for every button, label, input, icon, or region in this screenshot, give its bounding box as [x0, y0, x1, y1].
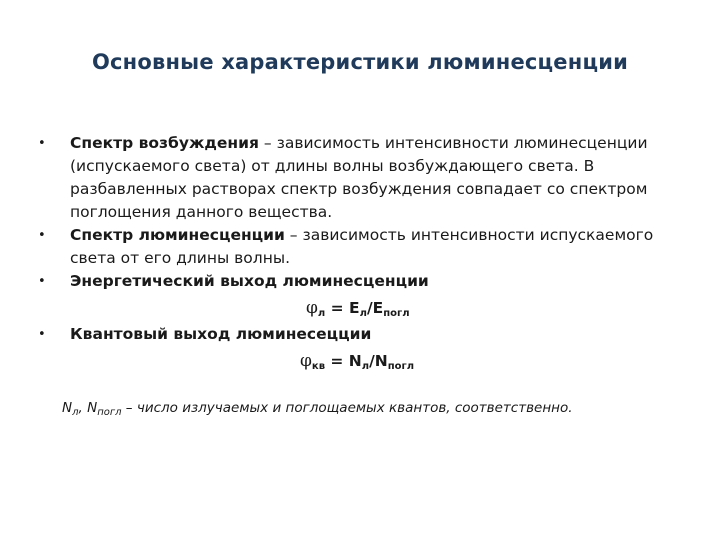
definition-excitation-spectrum: – зависимость интенсивности люминесценции (испускаемого света) от длины волны возбуждающего света. В разбавленных растворах спектр возбуждения совпадает со спектром поглощения данного вещества.	[70, 134, 648, 221]
formula-text: /N	[369, 352, 388, 370]
phi-symbol: φ	[306, 298, 318, 318]
subscript: л	[317, 308, 326, 319]
formula-text: = E	[325, 299, 360, 317]
subscript: л	[361, 361, 370, 372]
term-energy-yield: Энергетический выход люминесценции	[70, 272, 429, 290]
subscript: кв	[311, 361, 326, 372]
formula-text: /E	[366, 299, 384, 317]
footnote	[62, 400, 702, 418]
subscript: л	[72, 407, 79, 418]
formula-energy-yield	[38, 293, 678, 323]
term-luminescence-spectrum: Спектр люминесценции	[70, 226, 285, 244]
term-excitation-spectrum: Спектр возбуждения	[70, 134, 259, 152]
bullet: •	[38, 228, 46, 243]
subscript: погл	[383, 308, 410, 319]
slide-title: Основные характеристики люминесценции	[91, 50, 629, 74]
bullet: •	[38, 136, 46, 151]
formula-quantum-yield	[38, 346, 678, 376]
list-item-excitation-spectrum	[38, 132, 678, 224]
note-symbol: , N	[78, 400, 98, 416]
note-symbol: N	[62, 400, 73, 416]
bullet: •	[38, 327, 46, 342]
list-item-energy-yield	[38, 270, 678, 293]
phi-symbol: φ	[300, 351, 312, 371]
bullet: •	[38, 274, 46, 289]
list-item-quantum-yield	[38, 323, 678, 346]
term-quantum-yield: Квантовый выход люминесецции	[70, 325, 372, 343]
subscript: л	[359, 308, 367, 319]
definition-luminescence-spectrum: – зависимость интенсивности испускаемого света от его длины волны.	[70, 226, 654, 267]
list-item-luminescence-spectrum	[38, 224, 678, 270]
subscript: погл	[387, 361, 415, 372]
characteristics-list	[38, 132, 678, 376]
note-text: – число излучаемых и поглощаемых квантов, соответственно.	[121, 400, 573, 416]
subscript: погл	[97, 407, 122, 418]
formula-text: = N	[325, 352, 362, 370]
